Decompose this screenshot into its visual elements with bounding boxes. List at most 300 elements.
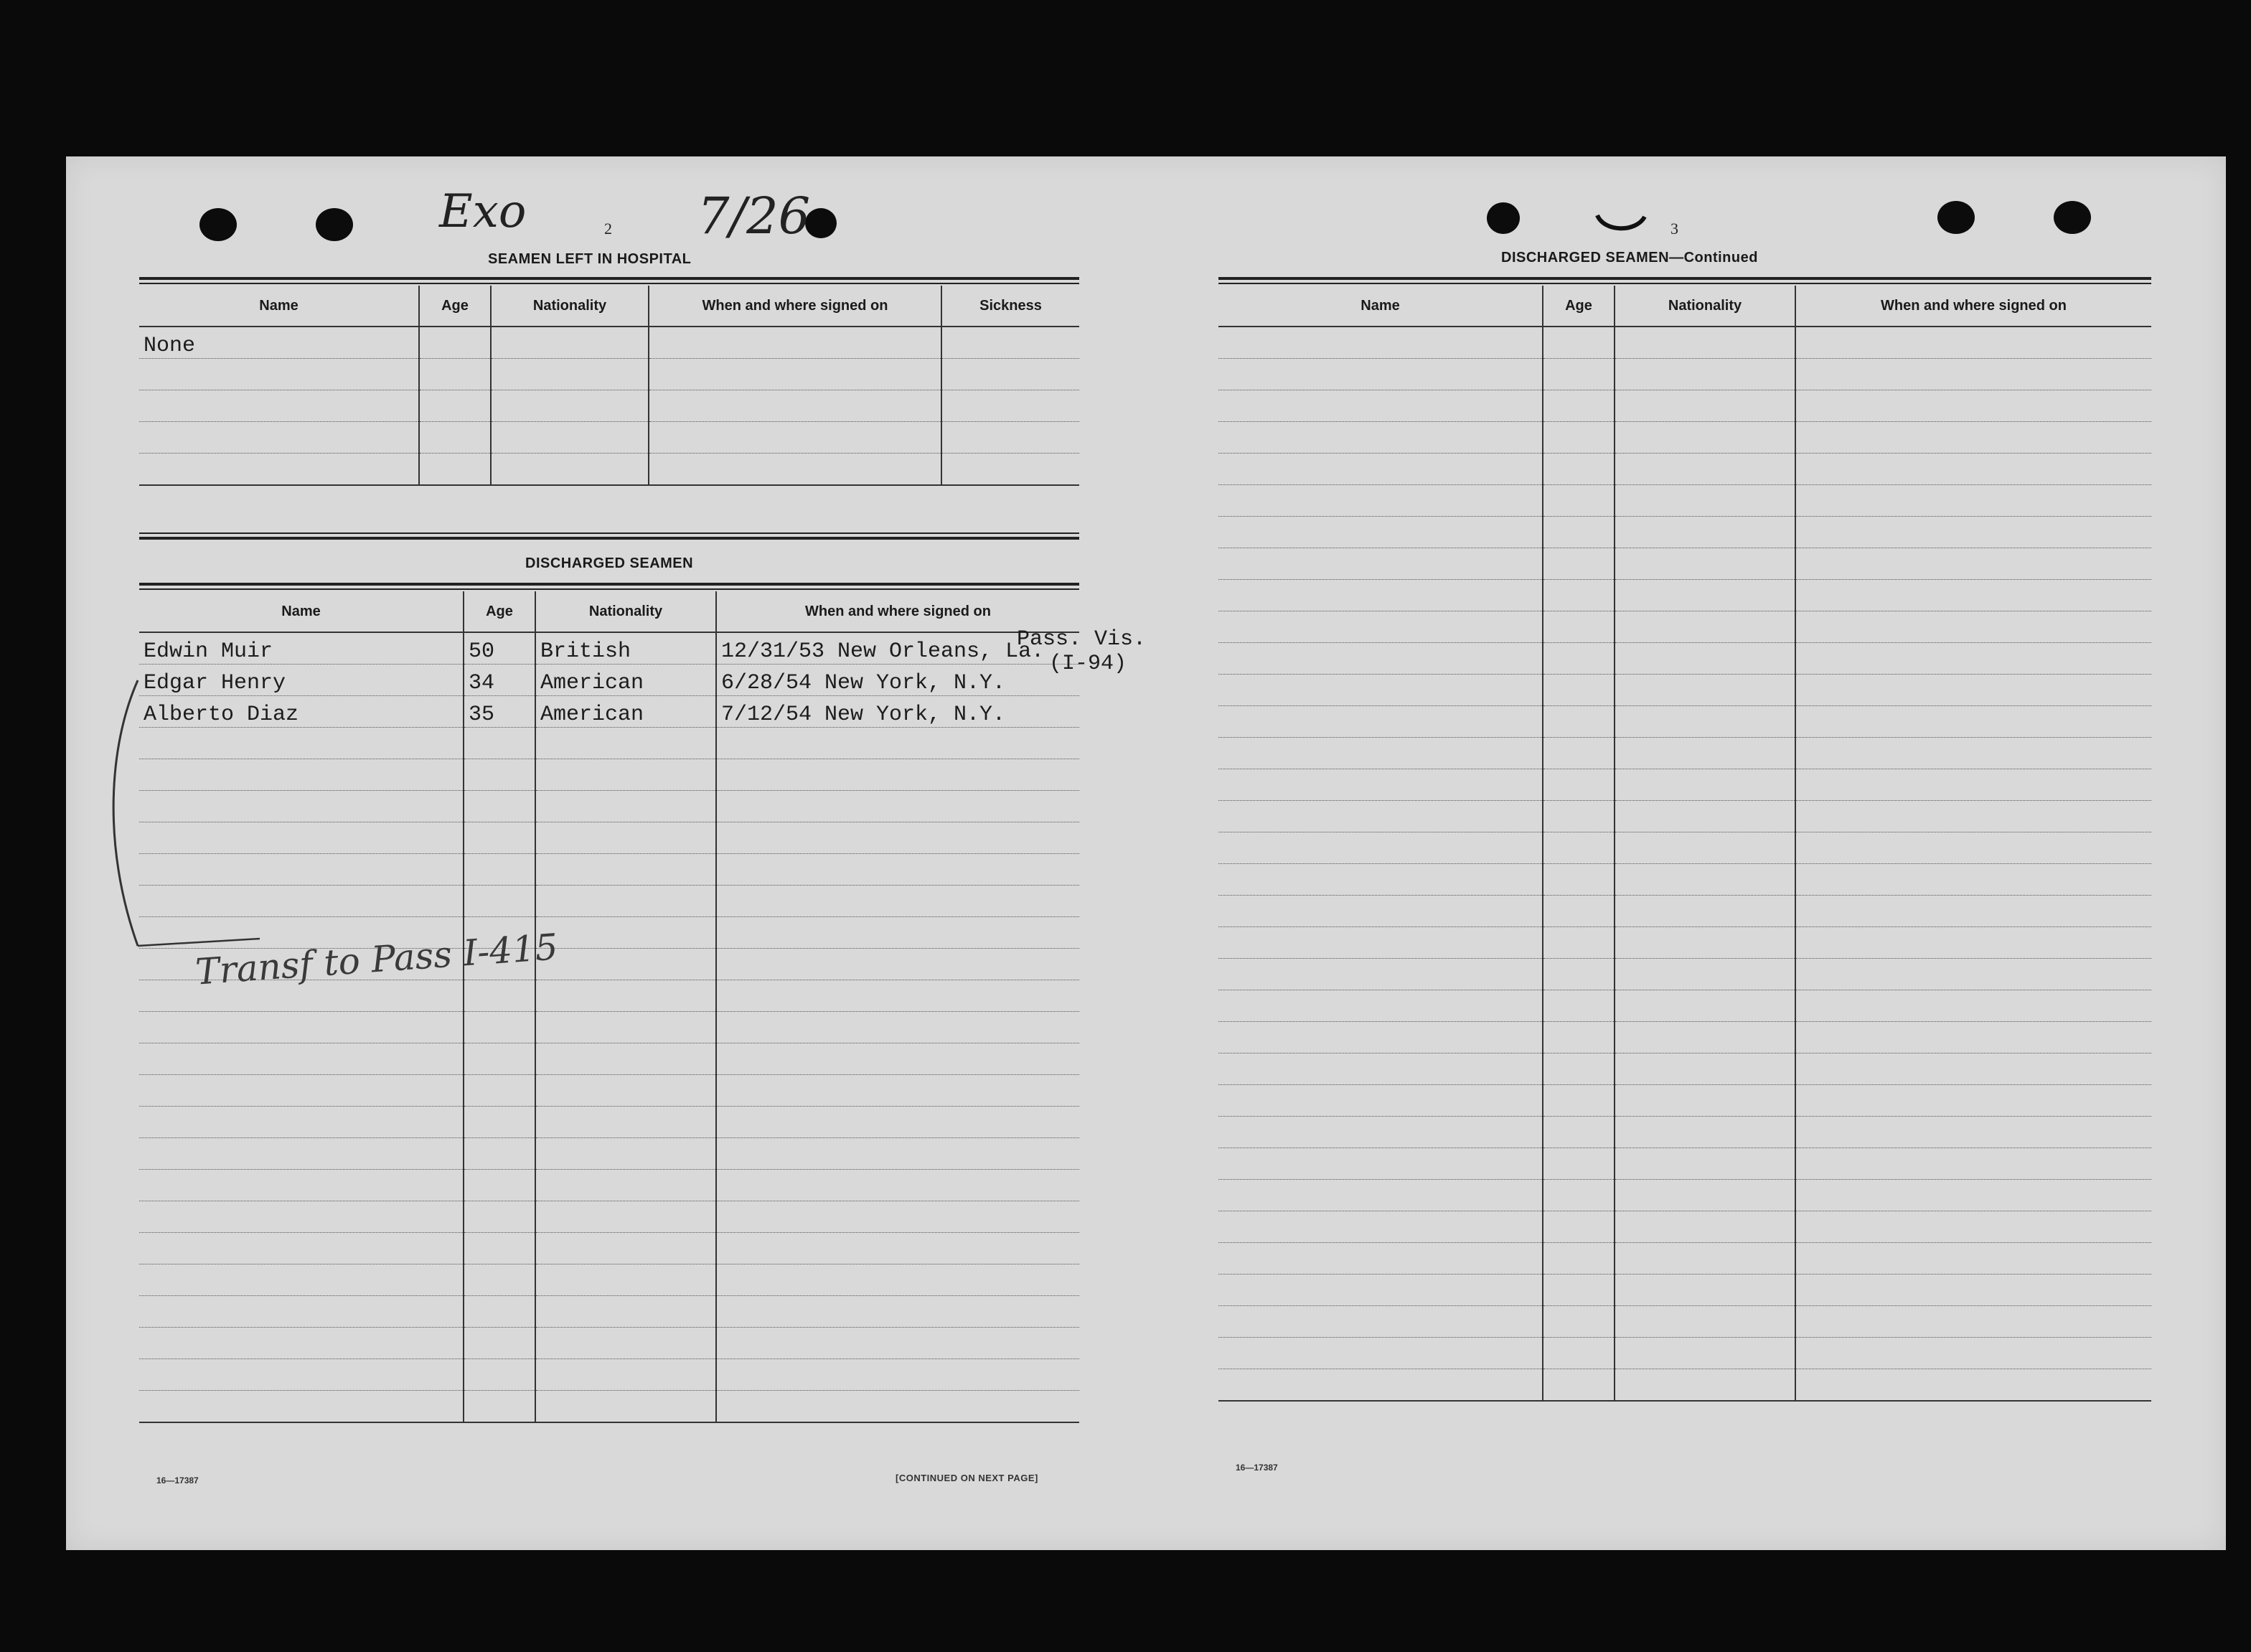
table-row <box>139 759 1079 791</box>
table-cell <box>1543 864 1615 896</box>
table-cell <box>1218 1369 1543 1402</box>
table-cell <box>1543 1053 1615 1085</box>
table-row <box>1218 1180 2151 1211</box>
table-cell <box>1218 832 1543 864</box>
table-cell <box>419 390 491 422</box>
table-cell: None <box>139 327 419 359</box>
table-cell <box>716 1233 1079 1264</box>
punch-hole <box>1937 201 1975 234</box>
table-cell <box>464 791 535 822</box>
table-row <box>1218 864 2151 896</box>
table-cell <box>1795 485 2151 517</box>
table-cell <box>419 327 491 359</box>
table-cell <box>535 759 716 791</box>
table-cell <box>1218 1117 1543 1148</box>
table-cell <box>419 359 491 390</box>
table-cell <box>139 359 419 390</box>
table-cell <box>139 1075 464 1107</box>
table-cell <box>1795 359 2151 390</box>
section-rule <box>139 583 1079 586</box>
table-cell <box>1218 1275 1543 1306</box>
table-cell <box>464 1012 535 1043</box>
table-cell <box>535 1201 716 1233</box>
table-cell <box>1543 580 1615 611</box>
table-cell <box>1795 1053 2151 1085</box>
table-cell <box>535 1075 716 1107</box>
handwritten-date: 7/26 <box>697 187 811 245</box>
table-cell <box>535 917 716 949</box>
table-cell: 50 <box>464 632 535 665</box>
table-row <box>1218 832 2151 864</box>
hospital-table <box>139 286 1079 486</box>
table-cell <box>1543 327 1615 359</box>
table-cell <box>1795 1148 2151 1180</box>
table-cell: 12/31/53 New Orleans, La. <box>716 632 1079 665</box>
continued-title: DISCHARGED SEAMEN—Continued <box>1501 250 1758 266</box>
table-row <box>139 854 1079 886</box>
table-cell <box>1615 1211 1795 1243</box>
table-cell: British <box>535 632 716 665</box>
table-row <box>139 1296 1079 1328</box>
table-cell <box>1218 1053 1543 1085</box>
table-cell <box>716 1138 1079 1170</box>
table-cell <box>1218 485 1543 517</box>
table-cell <box>716 949 1079 980</box>
table-cell <box>139 1264 464 1296</box>
table-cell <box>1543 517 1615 548</box>
table-cell <box>1795 959 2151 990</box>
discharged-table <box>139 591 1079 1423</box>
table-row <box>1218 675 2151 706</box>
table-cell <box>464 1170 535 1201</box>
table-cell <box>1543 896 1615 927</box>
table-cell: 6/28/54 New York, N.Y. <box>716 665 1079 696</box>
table-cell <box>1218 801 1543 832</box>
table-cell <box>1218 896 1543 927</box>
table-cell <box>1543 1117 1615 1148</box>
table-cell <box>139 1138 464 1170</box>
table-cell <box>1615 1275 1795 1306</box>
table-cell <box>491 454 649 486</box>
table-cell <box>1795 769 2151 801</box>
table-row <box>1218 454 2151 485</box>
right-page <box>1185 156 2219 1550</box>
table-cell <box>1615 1306 1795 1338</box>
table-cell <box>1615 675 1795 706</box>
table-cell <box>1795 1338 2151 1369</box>
column-header-age: Age <box>419 286 491 327</box>
visa-annotation: Pass. Vis. <box>1017 627 1147 652</box>
table-cell <box>716 980 1079 1012</box>
table-row <box>1218 990 2151 1022</box>
table-cell <box>464 1391 535 1423</box>
table-cell <box>139 1359 464 1391</box>
table-cell <box>716 728 1079 759</box>
table-cell <box>1218 706 1543 738</box>
table-cell <box>1615 517 1795 548</box>
table-row <box>1218 643 2151 675</box>
table-row <box>139 917 1079 949</box>
table-cell <box>1795 738 2151 769</box>
table-cell <box>1218 738 1543 769</box>
table-header-row <box>139 591 1079 632</box>
table-cell <box>1218 1148 1543 1180</box>
table-cell: 34 <box>464 665 535 696</box>
table-cell <box>941 359 1079 390</box>
table-cell <box>139 422 419 454</box>
table-cell <box>1795 517 2151 548</box>
table-cell <box>464 1359 535 1391</box>
table-row <box>1218 1338 2151 1369</box>
table-cell <box>1543 1306 1615 1338</box>
table-cell <box>1218 454 1543 485</box>
table-cell <box>1543 1243 1615 1275</box>
section-rule <box>139 532 1079 534</box>
table-cell <box>1795 990 2151 1022</box>
table-cell <box>535 1296 716 1328</box>
table-cell <box>1543 611 1615 643</box>
top-rule <box>139 277 1079 280</box>
table-row <box>1218 580 2151 611</box>
form-number: 16—17387 <box>1236 1463 1278 1473</box>
table-cell <box>1615 548 1795 580</box>
table-cell <box>535 1043 716 1075</box>
table-cell <box>1218 769 1543 801</box>
column-header-name: Name <box>1218 286 1543 327</box>
table-cell <box>535 791 716 822</box>
table-cell <box>649 327 941 359</box>
table-cell <box>1615 643 1795 675</box>
table-cell <box>941 454 1079 486</box>
table-row <box>1218 1211 2151 1243</box>
table-cell <box>1795 327 2151 359</box>
table-cell <box>716 1296 1079 1328</box>
table-cell <box>716 854 1079 886</box>
section-rule <box>139 588 1079 590</box>
table-cell <box>535 1170 716 1201</box>
handwritten-note: Transf to Pass I-415 <box>194 926 560 993</box>
table-cell <box>1615 832 1795 864</box>
table-row <box>1218 896 2151 927</box>
table-cell <box>1218 675 1543 706</box>
table-cell <box>1795 706 2151 738</box>
handwritten-bracket <box>95 659 267 989</box>
table-cell <box>716 886 1079 917</box>
table-cell <box>535 728 716 759</box>
table-cell <box>1543 548 1615 580</box>
table-cell <box>1795 1275 2151 1306</box>
table-cell <box>1615 1243 1795 1275</box>
table-cell <box>1218 1211 1543 1243</box>
table-row <box>139 886 1079 917</box>
punch-hole <box>1487 202 1520 234</box>
table-cell <box>1218 1338 1543 1369</box>
table-cell <box>535 1264 716 1296</box>
table-cell <box>464 822 535 854</box>
table-cell <box>464 728 535 759</box>
table-cell <box>1218 959 1543 990</box>
table-cell <box>535 1107 716 1138</box>
table-cell <box>535 980 716 1012</box>
table-cell <box>1543 643 1615 675</box>
table-row <box>139 327 1079 359</box>
table-cell <box>1615 1338 1795 1369</box>
column-header-name: Name <box>139 591 464 632</box>
table-cell <box>1543 1085 1615 1117</box>
table-cell <box>1615 1369 1795 1402</box>
column-header-age: Age <box>464 591 535 632</box>
table-cell <box>1795 580 2151 611</box>
table-cell <box>1615 611 1795 643</box>
table-cell <box>1543 1275 1615 1306</box>
table-cell <box>1543 675 1615 706</box>
table-row <box>139 454 1079 486</box>
column-header-age: Age <box>1543 286 1615 327</box>
table-cell <box>1543 1369 1615 1402</box>
table-cell <box>464 854 535 886</box>
table-cell <box>1615 927 1795 959</box>
table-cell <box>1795 1085 2151 1117</box>
table-cell <box>1218 548 1543 580</box>
column-header-nationality: Nationality <box>535 591 716 632</box>
table-cell <box>716 1264 1079 1296</box>
table-cell <box>535 1359 716 1391</box>
table-header-row <box>139 286 1079 327</box>
table-cell <box>716 791 1079 822</box>
handwritten-header: Exo <box>439 185 527 238</box>
table-cell <box>716 1107 1079 1138</box>
table-cell <box>1615 801 1795 832</box>
table-row <box>139 1107 1079 1138</box>
table-cell <box>1615 896 1795 927</box>
table-cell <box>716 1391 1079 1423</box>
table-cell <box>1218 359 1543 390</box>
table-cell <box>419 422 491 454</box>
table-cell <box>491 422 649 454</box>
table-cell <box>716 917 1079 949</box>
table-cell <box>1218 611 1543 643</box>
table-cell <box>1795 548 2151 580</box>
table-cell <box>535 854 716 886</box>
table-row <box>1218 706 2151 738</box>
table-row <box>139 1391 1079 1423</box>
table-cell <box>1615 706 1795 738</box>
table-cell <box>1218 1306 1543 1338</box>
table-cell <box>1615 769 1795 801</box>
table-cell <box>1795 611 2151 643</box>
table-row <box>139 1201 1079 1233</box>
table-row <box>1218 738 2151 769</box>
table-cell <box>139 1201 464 1233</box>
form-annotation: (I-94) <box>1049 652 1127 676</box>
table-cell <box>1218 517 1543 548</box>
table-cell <box>1615 1180 1795 1211</box>
table-cell <box>1218 1180 1543 1211</box>
table-cell <box>139 1043 464 1075</box>
table-cell <box>1615 1053 1795 1085</box>
table-cell <box>1543 1022 1615 1053</box>
table-cell: Edwin Muir <box>139 632 464 665</box>
table-cell <box>1615 990 1795 1022</box>
table-cell <box>1543 422 1615 454</box>
table-cell <box>139 1107 464 1138</box>
table-cell <box>491 359 649 390</box>
table-cell <box>649 359 941 390</box>
table-cell <box>535 886 716 917</box>
table-cell <box>1543 959 1615 990</box>
left-page <box>66 156 1157 1550</box>
table-cell: Alberto Diaz <box>139 696 464 728</box>
table-cell <box>716 1170 1079 1201</box>
table-cell <box>464 1296 535 1328</box>
table-cell <box>1795 675 2151 706</box>
table-cell <box>941 422 1079 454</box>
table-cell <box>1795 1243 2151 1275</box>
top-rule <box>1218 277 2151 280</box>
table-row <box>139 632 1079 665</box>
table-cell <box>941 327 1079 359</box>
table-row <box>1218 1306 2151 1338</box>
table-cell <box>464 980 535 1012</box>
table-cell <box>535 1391 716 1423</box>
table-row <box>1218 927 2151 959</box>
table-cell <box>1615 327 1795 359</box>
table-cell <box>941 390 1079 422</box>
table-cell <box>464 1043 535 1075</box>
table-cell <box>1543 801 1615 832</box>
table-cell <box>1795 864 2151 896</box>
page-number: 3 <box>1670 220 1678 238</box>
table-cell <box>491 390 649 422</box>
table-cell <box>1795 801 2151 832</box>
table-cell <box>1543 1211 1615 1243</box>
table-cell <box>716 1359 1079 1391</box>
table-row <box>139 1043 1079 1075</box>
punch-hole <box>316 208 353 241</box>
table-cell <box>1218 580 1543 611</box>
table-row <box>139 1233 1079 1264</box>
table-cell <box>535 1233 716 1264</box>
table-row <box>139 422 1079 454</box>
table-cell: 7/12/54 New York, N.Y. <box>716 696 1079 728</box>
table-cell <box>1795 454 2151 485</box>
table-cell: American <box>535 696 716 728</box>
table-cell <box>1615 1148 1795 1180</box>
table-row <box>1218 959 2151 990</box>
punch-hole-partial <box>1593 202 1650 237</box>
continued-note: [CONTINUED ON NEXT PAGE] <box>896 1473 1038 1483</box>
table-cell <box>1615 359 1795 390</box>
table-row <box>139 1075 1079 1107</box>
table-cell <box>1795 1306 2151 1338</box>
table-cell <box>464 1075 535 1107</box>
table-row <box>139 359 1079 390</box>
punch-hole <box>2054 201 2091 234</box>
continued-table <box>1218 286 2151 1402</box>
table-row <box>1218 769 2151 801</box>
table-cell <box>491 327 649 359</box>
table-cell <box>1543 927 1615 959</box>
table-row <box>139 665 1079 696</box>
table-cell <box>464 1201 535 1233</box>
table-cell <box>139 1328 464 1359</box>
table-cell <box>1795 390 2151 422</box>
table-cell <box>139 1170 464 1201</box>
table-row <box>1218 485 2151 517</box>
table-row <box>1218 548 2151 580</box>
punch-hole <box>199 208 237 241</box>
hospital-title: SEAMEN LEFT IN HOSPITAL <box>488 251 692 267</box>
table-cell <box>1218 643 1543 675</box>
table-cell <box>1615 390 1795 422</box>
table-cell <box>1543 1180 1615 1211</box>
table-row <box>1218 359 2151 390</box>
table-row <box>139 1138 1079 1170</box>
table-cell <box>1218 327 1543 359</box>
column-header-nationality: Nationality <box>491 286 649 327</box>
table-row <box>139 822 1079 854</box>
table-cell <box>1795 1211 2151 1243</box>
table-cell <box>1543 769 1615 801</box>
form-number: 16—17387 <box>156 1475 199 1486</box>
table-cell <box>716 1328 1079 1359</box>
table-row <box>1218 390 2151 422</box>
column-header-name: Name <box>139 286 419 327</box>
table-cell <box>1218 1243 1543 1275</box>
table-row <box>1218 327 2151 359</box>
table-row <box>1218 1022 2151 1053</box>
table-cell <box>1615 1117 1795 1148</box>
column-header-sickness: Sickness <box>941 286 1079 327</box>
table-cell <box>139 454 419 486</box>
table-cell <box>464 1328 535 1359</box>
table-row <box>1218 1369 2151 1402</box>
table-cell <box>1615 1085 1795 1117</box>
table-row <box>139 791 1079 822</box>
table-cell <box>1615 959 1795 990</box>
table-cell <box>1615 864 1795 896</box>
table-cell <box>1615 580 1795 611</box>
table-cell <box>1218 1085 1543 1117</box>
table-cell <box>1543 1338 1615 1369</box>
table-cell <box>139 390 419 422</box>
table-row <box>1218 801 2151 832</box>
table-row <box>1218 1053 2151 1085</box>
table-row <box>139 1012 1079 1043</box>
table-row <box>1218 611 2151 643</box>
table-row <box>139 1170 1079 1201</box>
table-cell <box>1615 422 1795 454</box>
table-cell <box>139 1233 464 1264</box>
table-row <box>139 1328 1079 1359</box>
table-cell <box>1795 927 2151 959</box>
table-cell <box>716 759 1079 791</box>
table-cell <box>464 1233 535 1264</box>
table-row <box>1218 1275 2151 1306</box>
discharged-title: DISCHARGED SEAMEN <box>525 555 694 571</box>
column-header-signed-on: When and where signed on <box>649 286 941 327</box>
table-row <box>139 728 1079 759</box>
table-cell <box>139 1391 464 1423</box>
table-cell <box>464 886 535 917</box>
table-cell <box>1543 454 1615 485</box>
table-cell <box>535 1138 716 1170</box>
column-header-signed-on: When and where signed on <box>1795 286 2151 327</box>
table-cell <box>1218 422 1543 454</box>
table-cell <box>1218 1022 1543 1053</box>
top-rule-thin <box>139 283 1079 284</box>
table-cell <box>1795 896 2151 927</box>
